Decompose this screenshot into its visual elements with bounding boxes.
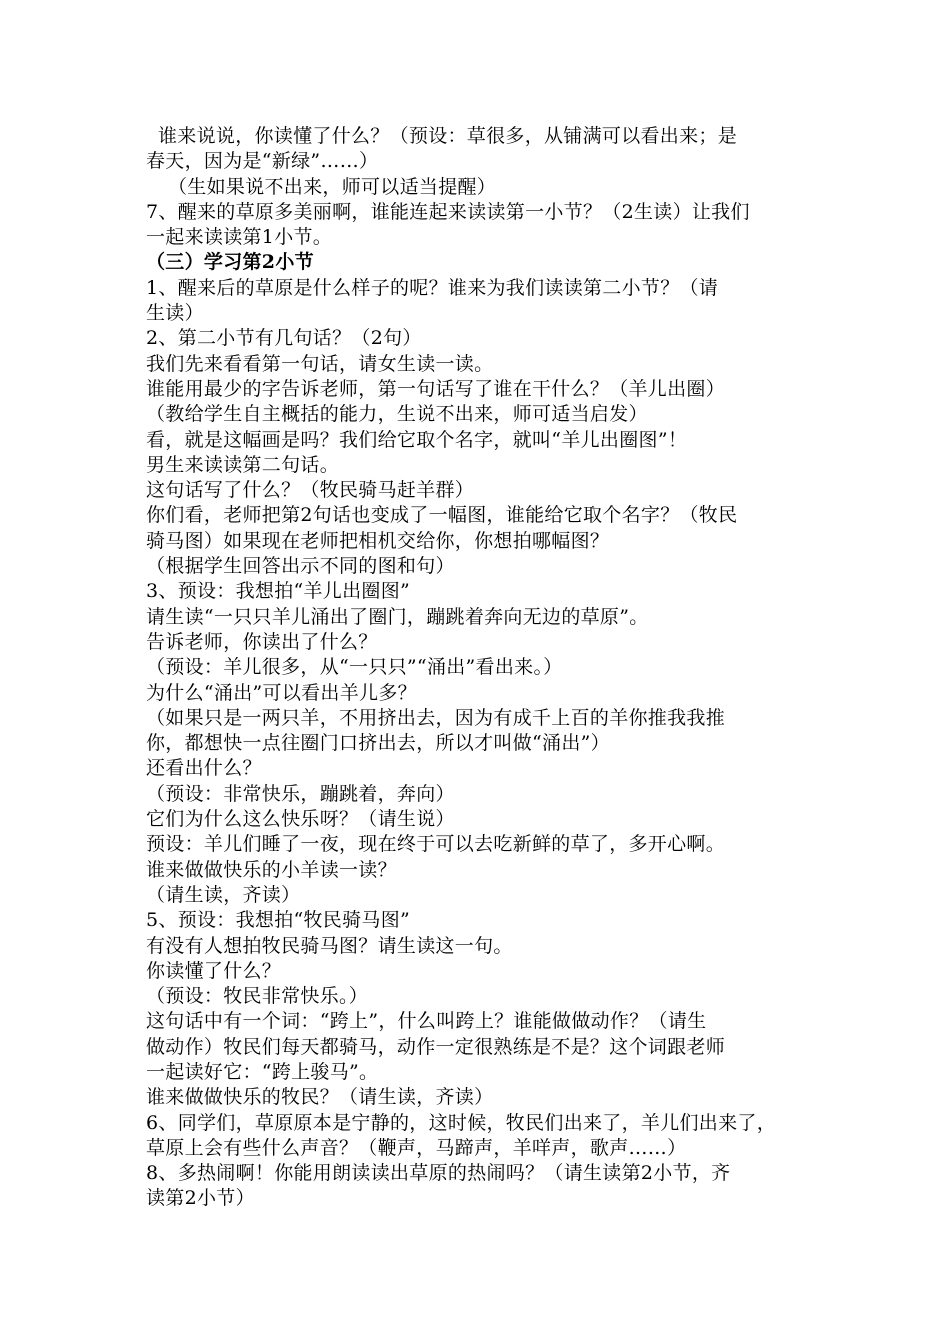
paragraph-line: 谁能用最少的字告诉老师，第一句话写了谁在干什么？（羊儿出圈） (146, 377, 726, 400)
paragraph-line: 谁来说说，你读懂了什么？（预设：草很多，从铺满可以看出来；是 (158, 125, 738, 147)
paragraph-line: 生读） (146, 302, 204, 325)
paragraph-line: 告诉老师，你读出了什么？ (146, 630, 378, 653)
paragraph-line: （预设：非常快乐，蹦跳着，奔向） (146, 782, 455, 805)
paragraph-line: 这句话中有一个词：“跨上”，什么叫跨上？谁能做做动作？（请生 (146, 1010, 707, 1033)
paragraph-line: （生如果说不出来，师可以适当提醒） (168, 175, 497, 198)
paragraph-line: 7、醒来的草原多美丽啊，谁能连起来读读第一小节？（2生读）让我们 (146, 200, 750, 223)
paragraph-line: （如果只是一两只羊，不用挤出去，因为有成千上百的羊你推我我推 (146, 706, 726, 729)
paragraph-line: （预设：羊儿很多，从“一只只”“涌出”看出来。） (146, 656, 563, 679)
paragraph-line: 6、同学们，草原原本是宁静的，这时候，牧民们出来了，羊儿们出来了， (146, 1111, 776, 1134)
paragraph-line: 一起读好它：“跨上骏马”。 (146, 1060, 379, 1083)
paragraph-line: 请生读“一只只羊儿涌出了圈门，蹦跳着奔向无边的草原”。 (146, 605, 649, 628)
paragraph-line: 读第2小节） (146, 1187, 255, 1210)
paragraph-line: 看，就是这幅画是吗？我们给它取个名字，就叫“羊儿出圈图”！ (146, 428, 688, 451)
paragraph-line: （请生读，齐读） (146, 883, 301, 906)
paragraph-line: 你们看，老师把第2句话也变成了一幅图，谁能给它取个名字？（牧民 (146, 504, 738, 527)
paragraph-line: 它们为什么这么快乐呀？（请生说） (146, 808, 455, 831)
paragraph-line: 你读懂了什么？ (146, 959, 282, 982)
paragraph-line: （预设：牧民非常快乐。） (146, 985, 369, 1008)
paragraph-line: 5、预设：我想拍“牧民骑马图” (146, 909, 411, 932)
paragraph-line: 男生来读读第二句话。 (146, 453, 340, 476)
paragraph-line: 3、预设：我想拍“羊儿出圈图” (146, 580, 411, 603)
paragraph-line: 还看出什么？ (146, 757, 262, 780)
paragraph-line: 预设：羊儿们睡了一夜，现在终于可以去吃新鲜的草了，多开心啊。 (146, 833, 726, 856)
paragraph-line: 这句话写了什么？（牧民骑马赶羊群） (146, 479, 475, 502)
paragraph-line: 为什么“涌出”可以看出羊儿多？ (146, 681, 417, 704)
document-body (146, 124, 816, 1212)
paragraph-line: 有没有人想拍牧民骑马图？请生读这一句。 (146, 934, 513, 957)
paragraph-line: 8、多热闹啊！你能用朗读读出草原的热闹吗？（请生读第2小节，齐 (146, 1162, 731, 1185)
paragraph-line: 2、第二小节有几句话？（2句） (146, 327, 422, 350)
paragraph-line: 我们先来看看第一句话，请女生读一读。 (146, 352, 494, 375)
paragraph-line: 骑马图）如果现在老师把相机交给你，你想拍哪幅图？ (146, 529, 610, 552)
paragraph-line: 做动作）牧民们每天都骑马，动作一定很熟练是不是？这个词跟老师 (146, 1035, 726, 1058)
paragraph-line: 谁来做做快乐的小羊读一读？ (146, 858, 397, 881)
paragraph-line: 春天，因为是“新绿”……） (146, 150, 379, 173)
paragraph-line: 谁来做做快乐的牧民？（请生读，齐读） (146, 1086, 494, 1109)
section-heading: （三）学习第2小节 (146, 251, 314, 274)
paragraph-line: （根据学生回答出示不同的图和句） (146, 555, 455, 578)
paragraph-line: （教给学生自主概括的能力，生说不出来，师可适当启发） (146, 403, 648, 426)
paragraph-line: 1、醒来后的草原是什么样子的呢？谁来为我们读读第二小节？（请 (146, 276, 719, 299)
paragraph-line: 一起来读读第1小节。 (146, 226, 333, 249)
paragraph-line: 草原上会有些什么声音？（鞭声，马蹄声，羊咩声，歌声……） (146, 1136, 687, 1159)
paragraph-line: 你，都想快一点往圈门口挤出去，所以才叫做“涌出”） (146, 732, 610, 755)
